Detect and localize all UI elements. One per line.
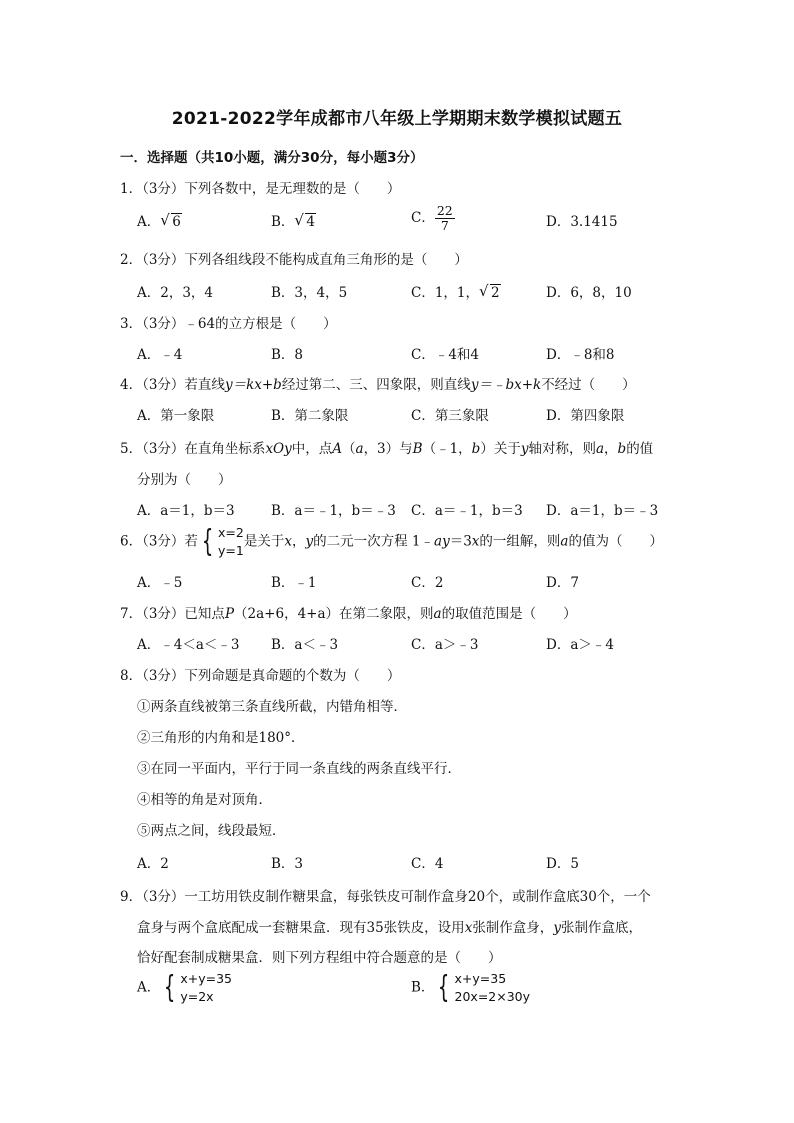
q2-option-a[interactable]: A．2，3，4	[137, 285, 214, 301]
q5-options	[0, 499, 794, 519]
q3-option-a[interactable]: A．﹣4	[137, 347, 183, 363]
q6-stem: 6．（3分）若 { x=2 y=1 是关于x，y的二元一次方程 1﹣ay＝3x的一组解，则a的值为（ ）	[120, 524, 663, 559]
q8-statement-4: ④相等的角是对顶角．	[137, 792, 272, 808]
q6-option-c[interactable]: C．2	[411, 575, 444, 591]
q7-option-d[interactable]: D．a＞﹣4	[546, 637, 614, 653]
q5-option-c[interactable]: C．a＝﹣1，b＝3	[411, 503, 523, 519]
q7-option-c[interactable]: C．a＞﹣3	[411, 637, 479, 653]
q8-stem: 8．（3分）下列命题是真命题的个数为（ ）	[120, 668, 401, 684]
q2-option-c[interactable]: C．1，1， √ 2	[411, 282, 500, 301]
q8-statement-2: ②三角形的内角和是180°．	[137, 730, 305, 746]
q3-stem: 3．（3分）﹣64的立方根是（ ）	[120, 316, 337, 332]
q6-option-b[interactable]: B．﹣1	[271, 575, 317, 591]
q1-options	[0, 203, 794, 233]
q5-option-d[interactable]: D．a＝1，b＝﹣3	[546, 503, 659, 519]
brace-icon: {	[164, 970, 176, 1005]
q7-option-b[interactable]: B．a＜﹣3	[271, 637, 339, 653]
q2-stem: 2．（3分）下列各组线段不能构成直角三角形的是（ ）	[120, 252, 468, 268]
q9-option-a[interactable]: A． { x+y=35 y=2x	[137, 970, 232, 1005]
q5-option-a[interactable]: A．a＝1，b＝3	[137, 503, 235, 519]
q3-option-d[interactable]: D．﹣8和8	[546, 347, 615, 363]
q2-option-b[interactable]: B．3，4，5	[271, 285, 348, 301]
q4-stem: 4．（3分）若直线y＝kx+b经过第二、三、四象限，则直线y＝﹣bx+k不经过（ ）	[120, 377, 636, 393]
q8-statement-3: ③在同一平面内，平行于同一条直线的两条直线平行．	[137, 761, 461, 777]
q1-option-d[interactable]: D．3.1415	[546, 214, 618, 230]
equation-system: { x+y=35 y=2x	[164, 970, 232, 1005]
sqrt-icon: √ 2	[479, 282, 500, 301]
page-title: 2021-2022学年成都市八年级上学期期末数学模拟试题五	[171, 109, 623, 129]
q4-option-c[interactable]: C．第三象限	[411, 408, 489, 424]
q1-option-a[interactable]: A． √ 6	[137, 211, 181, 230]
q5-stem: 5．（3分）在直角坐标系xOy中，点A（a，3）与B（﹣1，b）关于y轴对称，则a，b的值	[120, 441, 654, 457]
q1-option-c[interactable]: C． $\frac{22}{7}$	[411, 203, 453, 233]
q5-option-b[interactable]: B．a＝﹣1，b＝﹣3	[271, 503, 396, 519]
q6-option-a[interactable]: A．﹣5	[137, 575, 183, 591]
q8-options	[0, 852, 794, 872]
q3-option-b[interactable]: B．8	[271, 347, 304, 363]
q9-stem-line3: 恰好配套制成糖果盒．则下列方程组中符合题意的是（ ）	[137, 950, 502, 966]
q9-option-b[interactable]: B． { x+y=35 20x=2×30y	[411, 970, 531, 1005]
section-heading: 一．选择题（共10小题，满分30分，每小题3分）	[120, 150, 424, 166]
q4-option-d[interactable]: D．第四象限	[546, 408, 625, 424]
q1-stem: 1．（3分）下列各数中，是无理数的是（ ）	[120, 181, 401, 197]
q6-option-d[interactable]: D．7	[546, 575, 579, 591]
q8-option-d[interactable]: D．5	[546, 856, 579, 872]
q7-option-a[interactable]: A．﹣4＜a＜﹣3	[137, 637, 240, 653]
q3-options	[0, 343, 794, 363]
q9-stem-line2: 盒身与两个盒底配成一套糖果盒．现有35张铁皮，设用x张制作盒身，y张制作盒底，	[137, 920, 642, 936]
q5-stem-line2: 分别为（ ）	[137, 472, 232, 488]
brace-icon: {	[201, 524, 214, 559]
sqrt-icon: √ 6	[160, 211, 181, 230]
sqrt-icon: √ 4	[294, 211, 316, 230]
q9-stem-line1: 9．（3分）一工坊用铁皮制作糖果盒，每张铁皮可制作盒身20个，或制作盒底30个，一个	[120, 889, 651, 905]
q7-stem: 7．（3分）已知点P（2a+6，4+a）在第二象限，则a的取值范围是（ ）	[120, 606, 577, 622]
q8-statement-1: ①两条直线被第三条直线所截，内错角相等．	[137, 699, 407, 715]
q1-option-b[interactable]: B． √ 4	[271, 211, 316, 230]
q2-options	[0, 281, 794, 301]
q8-option-a[interactable]: A．2	[137, 856, 169, 872]
q8-option-b[interactable]: B．3	[271, 856, 304, 872]
q6-options	[0, 571, 794, 591]
q9-options	[0, 970, 794, 1010]
q7-options	[0, 633, 794, 653]
q4-options	[0, 404, 794, 424]
fraction: $\frac{22}{7}$	[436, 203, 453, 233]
q4-option-a[interactable]: A．第一象限	[137, 408, 215, 424]
equation-system: { x=2 y=1	[201, 524, 244, 559]
q3-option-c[interactable]: C．﹣4和4	[411, 347, 480, 363]
q8-statement-5: ⑤两点之间，线段最短．	[137, 823, 286, 839]
q2-option-d[interactable]: D．6，8，10	[546, 285, 632, 301]
q8-option-c[interactable]: C．4	[411, 856, 444, 872]
equation-system: { x+y=35 20x=2×30y	[438, 970, 531, 1005]
q4-option-b[interactable]: B．第二象限	[271, 408, 349, 424]
brace-icon: {	[438, 970, 450, 1005]
